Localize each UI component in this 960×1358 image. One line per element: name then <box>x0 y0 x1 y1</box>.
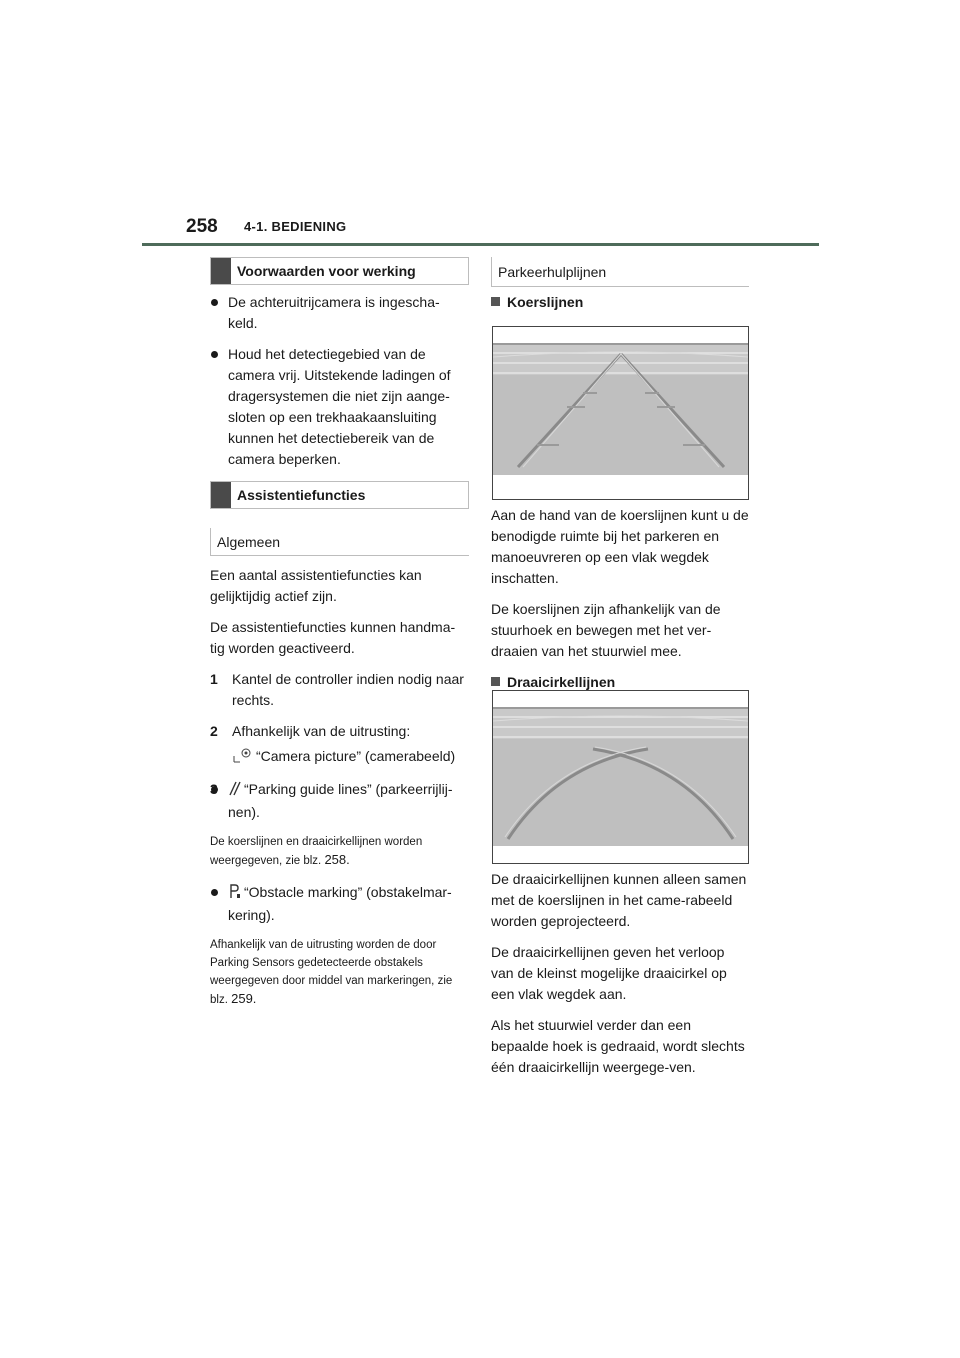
bullet-text: “Obstacle marking” (obstakelmar-kering). <box>228 884 452 923</box>
bullet-item <box>210 292 468 334</box>
step-item <box>210 669 468 711</box>
bullet-dot <box>211 299 218 306</box>
draaicirkellijnen-illustration <box>493 691 748 863</box>
koerslijnen-illustration <box>493 327 748 499</box>
section-marker <box>211 258 231 284</box>
step-text: Kantel de controller indien nodig naar rechts. <box>232 671 464 708</box>
left-column-top <box>210 292 468 480</box>
paragraph: Als het stuurwiel verder dan een bepaalde hoek is gedraaid, wordt slechts één draaicirkellijn weergege-ven. <box>491 1017 745 1075</box>
square-marker <box>491 297 500 306</box>
subheading-label: Parkeerhulplijnen <box>498 263 607 280</box>
step-text: Afhankelijk van de uitrusting: <box>232 723 411 739</box>
section-marker <box>211 482 231 508</box>
bullet-dot <box>211 786 218 793</box>
subheading-label: Algemeen <box>217 533 281 550</box>
step-number: 1 <box>210 671 218 687</box>
right-heading-koerslijnen-wrap <box>491 292 749 323</box>
step-number: 2 <box>210 723 218 739</box>
bullet-text: Houd het detectiegebied van de camera vrij. Uitstekende ladingen of dragersystemen die niet zijn aange-sloten op een trekhaakaansluiting kunnen het detectiebereik van de camera beperken. <box>228 346 451 467</box>
subheading-algemeen <box>210 528 469 556</box>
step-option <box>232 746 468 769</box>
section-heading-voorwaarden <box>210 257 469 285</box>
left-column-body <box>210 565 468 1021</box>
bullet-text: De achteruitrijcamera is ingescha-keld. <box>228 294 440 331</box>
camera-icon <box>232 747 254 769</box>
obstacle-marking-icon <box>228 883 242 905</box>
figure-koerslijnen <box>492 326 749 500</box>
header-rule <box>142 243 819 246</box>
note <box>210 936 468 1009</box>
right-column-body1 <box>491 505 749 703</box>
bullet-item <box>210 779 468 823</box>
step-option-text: “Camera picture” (camerabeeld) <box>256 748 456 764</box>
note-text: Afhankelijk van de uitrusting worden de door Parking Sensors gedetecteerde obstakels weergegeven door middel van markeringen, zie blz. <box>210 939 453 1006</box>
page-number: 258 <box>186 216 218 237</box>
paragraph: De koerslijnen zijn afhankelijk van de stuurhoek en bewegen met het ver-draaien van het stuurwiel mee. <box>491 601 721 659</box>
page-reference: 259. <box>231 991 257 1006</box>
heading-label: Draaicirkellijnen <box>507 674 616 690</box>
section-heading-label: Assistentiefuncties <box>237 487 366 503</box>
right-column-body2 <box>491 869 749 1088</box>
bullet-item <box>210 882 468 926</box>
square-marker <box>491 677 500 686</box>
bullet-item <box>210 344 468 470</box>
bullet-dot <box>211 351 218 358</box>
page-reference: 258. <box>324 852 350 867</box>
chapter-title: 4-1. BEDIENING <box>244 219 347 234</box>
paragraph: De assistentiefuncties kunnen handma-tig worden geactiveerd. <box>210 619 456 656</box>
bullet-dot <box>211 889 218 896</box>
note-text: De koerslijnen en draaicirkellijnen worden weergegeven, zie blz. <box>210 836 423 867</box>
heading-label: Koerslijnen <box>507 294 584 310</box>
section-heading-label: Voorwaarden voor werking <box>237 263 416 279</box>
bullet-text: “Parking guide lines” (parkeerrijlij-nen). <box>228 781 453 820</box>
paragraph: Aan de hand van de koerslijnen kunt u de benodigde ruimte bij het parkeren en manoeuvreren op een vlak wegdek inschatten. <box>491 507 749 586</box>
subheading-parkeerhulplijnen <box>491 257 749 287</box>
figure-draaicirkellijnen <box>492 690 749 864</box>
paragraph: De draaicirkellijnen kunnen alleen samen met de koerslijnen in het came-rabeeld worden geprojecteerd. <box>491 871 747 929</box>
section-heading-assistentiefuncties <box>210 481 469 509</box>
heading-koerslijnen <box>491 292 749 313</box>
step-item <box>210 721 468 769</box>
note <box>210 833 468 870</box>
paragraph: Een aantal assistentiefuncties kan gelijktijdig actief zijn. <box>210 567 422 604</box>
parking-lines-icon <box>228 780 242 802</box>
paragraph: De draaicirkellijnen geven het verloop van de kleinst mogelijke draaicirkel op een vlak wegdek aan. <box>491 944 727 1002</box>
